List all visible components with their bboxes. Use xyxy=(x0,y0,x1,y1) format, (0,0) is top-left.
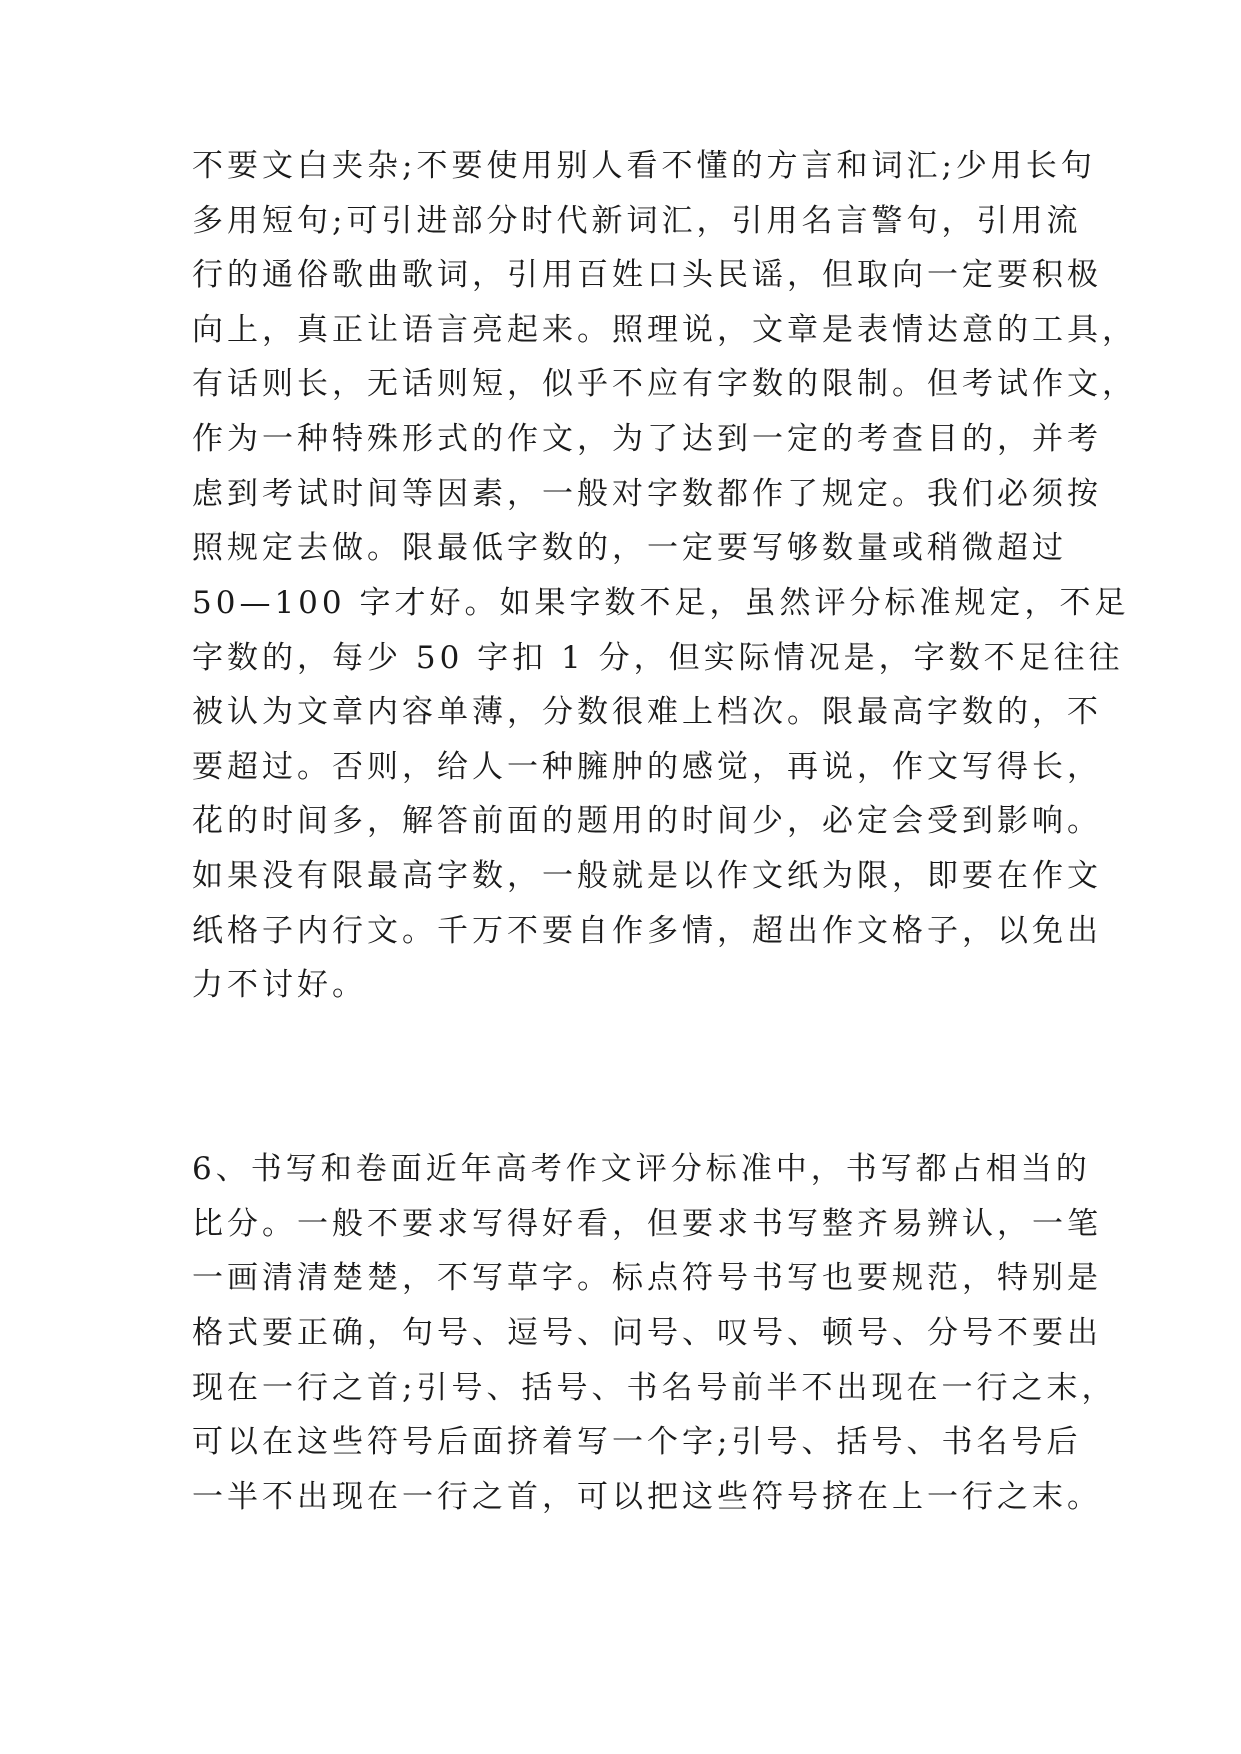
text-line: 格式要正确，句号、逗号、问号、叹号、顿号、分号不要出 xyxy=(192,1315,1102,1351)
text-line: 行的通俗歌曲歌词，引用百姓口头民谣，但取向一定要积极 xyxy=(192,257,1102,293)
text-line: 有话则长，无话则短，似乎不应有字数的限制。但考试作文， xyxy=(192,366,1137,402)
text-line: 一画清清楚楚，不写草字。标点符号书写也要规范，特别是 xyxy=(192,1260,1102,1296)
text-line: 字数的，每少 50 字扣 1 分，但实际情况是，字数不足往往 xyxy=(192,640,1124,676)
text-line: 力不讨好。 xyxy=(192,967,367,1003)
text-line: 一半不出现在一行之首，可以把这些符号挤在上一行之末。 xyxy=(192,1479,1102,1515)
text-line: 6、书写和卷面近年高考作文评分标准中，书写都占相当的 xyxy=(192,1151,1091,1187)
text-line: 纸格子内行文。千万不要自作多情，超出作文格子，以免出 xyxy=(192,913,1102,949)
text-line: 50—100 字才好。如果字数不足，虽然评分标准规定，不足 xyxy=(192,585,1130,621)
text-line: 可以在这些符号后面挤着写一个字;引号、括号、书名号后 xyxy=(192,1424,1082,1460)
text-line: 虑到考试时间等因素，一般对字数都作了规定。我们必须按 xyxy=(192,476,1102,512)
text-line: 花的时间多，解答前面的题用的时间少，必定会受到影响。 xyxy=(192,803,1102,839)
text-line: 多用短句;可引进部分时代新词汇，引用名言警句，引用流 xyxy=(192,203,1082,239)
text-line: 作为一种特殊形式的作文，为了达到一定的考查目的，并考 xyxy=(192,421,1102,457)
text-line: 比分。一般不要求写得好看，但要求书写整齐易辨认，一笔 xyxy=(192,1206,1102,1242)
text-line: 向上，真正让语言亮起来。照理说，文章是表情达意的工具， xyxy=(192,312,1137,348)
text-line: 现在一行之首;引号、括号、书名号前半不出现在一行之末， xyxy=(192,1370,1117,1406)
text-line: 如果没有限最高字数，一般就是以作文纸为限，即要在作文 xyxy=(192,858,1102,894)
text-line: 被认为文章内容单薄，分数很难上档次。限最高字数的，不 xyxy=(192,694,1102,730)
text-line: 照规定去做。限最低字数的，一定要写够数量或稍微超过 xyxy=(192,530,1067,566)
text-line: 要超过。否则，给人一种臃肿的感觉，再说，作文写得长， xyxy=(192,749,1102,785)
text-line: 不要文白夹杂;不要使用别人看不懂的方言和词汇;少用长句 xyxy=(192,148,1096,184)
